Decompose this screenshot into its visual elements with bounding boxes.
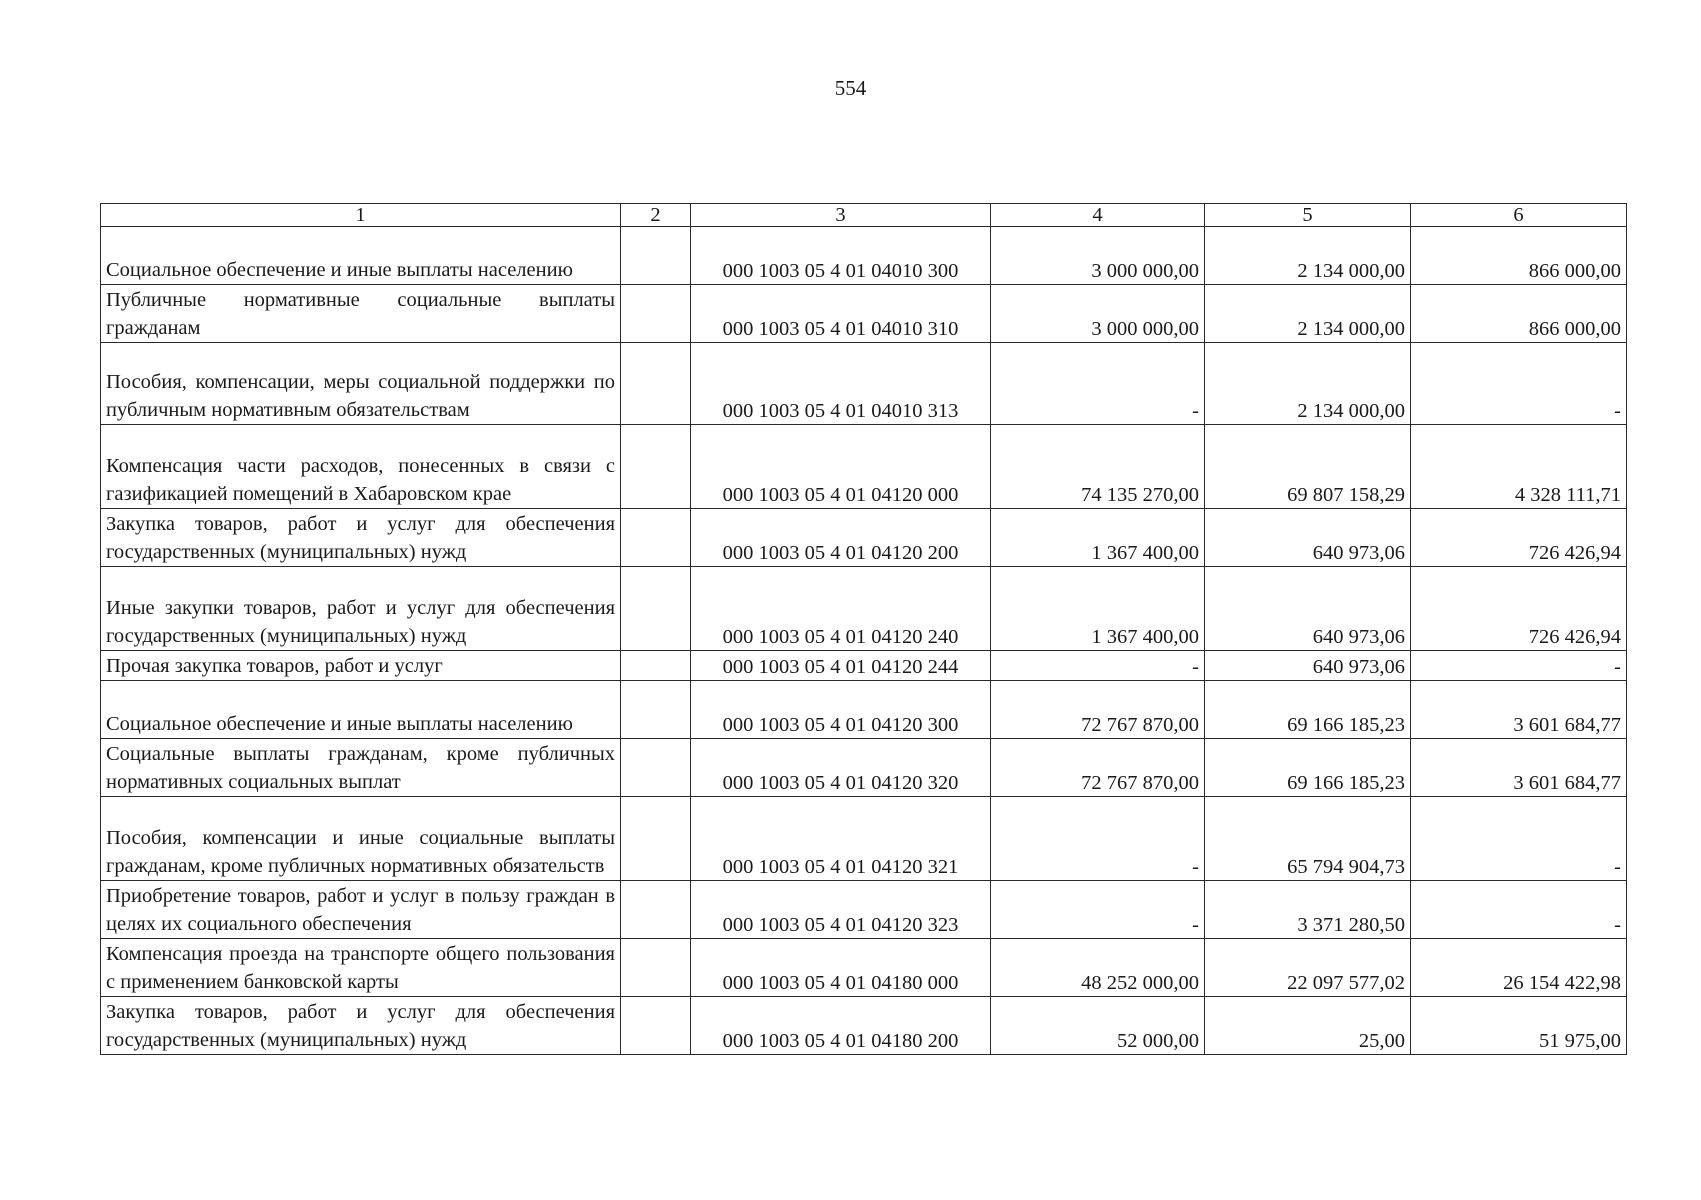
row-name: Закупка товаров, работ и услуг для обеспечения государственных (муниципальных) нужд: [101, 997, 621, 1055]
col-header-4: 4: [991, 204, 1205, 227]
row-value-6: 726 426,94: [1411, 567, 1627, 651]
table-row: [101, 509, 1627, 567]
table-row: [101, 285, 1627, 343]
row-col2: [621, 997, 691, 1055]
row-value-4: 72 767 870,00: [991, 739, 1205, 797]
row-value-4: 1 367 400,00: [991, 509, 1205, 567]
row-value-4: 52 000,00: [991, 997, 1205, 1055]
row-code: 000 1003 05 4 01 04180 000: [691, 939, 991, 997]
row-value-5: 69 166 185,23: [1205, 681, 1411, 739]
row-code: 000 1003 05 4 01 04120 240: [691, 567, 991, 651]
row-name: Публичные нормативные социальные выплаты гражданам: [101, 285, 621, 343]
row-col2: [621, 797, 691, 881]
table-row: [101, 567, 1627, 651]
row-col2: [621, 881, 691, 939]
row-value-6: -: [1411, 797, 1627, 881]
row-value-4: 3 000 000,00: [991, 227, 1205, 285]
row-value-5: 22 097 577,02: [1205, 939, 1411, 997]
row-value-4: 48 252 000,00: [991, 939, 1205, 997]
row-name: Пособия, компенсации, меры социальной поддержки по публичным нормативным обязательствам: [101, 343, 621, 425]
table-row: [101, 881, 1627, 939]
page-number: 554: [834, 76, 867, 100]
row-col2: [621, 651, 691, 681]
row-value-6: 51 975,00: [1411, 997, 1627, 1055]
row-value-4: -: [991, 881, 1205, 939]
row-value-6: 26 154 422,98: [1411, 939, 1627, 997]
row-value-5: 69 807 158,29: [1205, 425, 1411, 509]
row-code: 000 1003 05 4 01 04120 244: [691, 651, 991, 681]
row-value-4: 3 000 000,00: [991, 285, 1205, 343]
row-value-4: -: [991, 343, 1205, 425]
col-header-6: 6: [1411, 204, 1627, 227]
col-header-5: 5: [1205, 204, 1411, 227]
row-value-6: 4 328 111,71: [1411, 425, 1627, 509]
column-number-row: [101, 204, 1627, 227]
table-row: [101, 425, 1627, 509]
row-value-6: 726 426,94: [1411, 509, 1627, 567]
row-name: Компенсация части расходов, понесенных в связи с газификацией помещений в Хабаровском крае: [101, 425, 621, 509]
row-value-5: 65 794 904,73: [1205, 797, 1411, 881]
row-code: 000 1003 05 4 01 04120 300: [691, 681, 991, 739]
table-row: [101, 797, 1627, 881]
row-code: 000 1003 05 4 01 04120 323: [691, 881, 991, 939]
row-col2: [621, 425, 691, 509]
row-code: 000 1003 05 4 01 04120 320: [691, 739, 991, 797]
row-name: Социальные выплаты гражданам, кроме публичных нормативных социальных выплат: [101, 739, 621, 797]
row-code: 000 1003 05 4 01 04120 000: [691, 425, 991, 509]
row-code: 000 1003 05 4 01 04120 321: [691, 797, 991, 881]
row-value-4: 72 767 870,00: [991, 681, 1205, 739]
table-row: [101, 997, 1627, 1055]
row-name: Иные закупки товаров, работ и услуг для обеспечения государственных (муниципальных) нужд: [101, 567, 621, 651]
row-name: Закупка товаров, работ и услуг для обеспечения государственных (муниципальных) нужд: [101, 509, 621, 567]
row-value-5: 2 134 000,00: [1205, 285, 1411, 343]
row-name: Пособия, компенсации и иные социальные выплаты гражданам, кроме публичных нормативных обязательств: [101, 797, 621, 881]
row-col2: [621, 285, 691, 343]
row-col2: [621, 681, 691, 739]
col-header-2: 2: [621, 204, 691, 227]
row-value-5: 640 973,06: [1205, 509, 1411, 567]
row-col2: [621, 509, 691, 567]
row-value-5: 2 134 000,00: [1205, 343, 1411, 425]
table-row: [101, 739, 1627, 797]
row-value-4: 1 367 400,00: [991, 567, 1205, 651]
row-name: Приобретение товаров, работ и услуг в пользу граждан в целях их социального обеспечения: [101, 881, 621, 939]
row-value-6: 866 000,00: [1411, 285, 1627, 343]
row-value-5: 25,00: [1205, 997, 1411, 1055]
row-value-5: 2 134 000,00: [1205, 227, 1411, 285]
row-col2: [621, 939, 691, 997]
row-name: Прочая закупка товаров, работ и услуг: [101, 651, 621, 681]
row-col2: [621, 567, 691, 651]
row-code: 000 1003 05 4 01 04010 313: [691, 343, 991, 425]
table-row: [101, 227, 1627, 285]
row-name: Социальное обеспечение и иные выплаты населению: [101, 681, 621, 739]
col-header-1: 1: [101, 204, 621, 227]
row-name: Социальное обеспечение и иные выплаты населению: [101, 227, 621, 285]
table-row: [101, 651, 1627, 681]
row-value-4: -: [991, 797, 1205, 881]
row-value-6: -: [1411, 343, 1627, 425]
table-row: [101, 681, 1627, 739]
row-col2: [621, 343, 691, 425]
row-value-6: -: [1411, 651, 1627, 681]
row-value-6: 3 601 684,77: [1411, 739, 1627, 797]
col-header-3: 3: [691, 204, 991, 227]
table-row: [101, 939, 1627, 997]
row-value-4: 74 135 270,00: [991, 425, 1205, 509]
row-code: 000 1003 05 4 01 04180 200: [691, 997, 991, 1055]
row-col2: [621, 739, 691, 797]
table-row: [101, 343, 1627, 425]
row-value-6: 3 601 684,77: [1411, 681, 1627, 739]
row-value-5: 69 166 185,23: [1205, 739, 1411, 797]
row-value-4: -: [991, 651, 1205, 681]
row-code: 000 1003 05 4 01 04010 310: [691, 285, 991, 343]
row-code: 000 1003 05 4 01 04120 200: [691, 509, 991, 567]
row-value-6: 866 000,00: [1411, 227, 1627, 285]
row-code: 000 1003 05 4 01 04010 300: [691, 227, 991, 285]
row-col2: [621, 227, 691, 285]
row-value-6: -: [1411, 881, 1627, 939]
row-value-5: 3 371 280,50: [1205, 881, 1411, 939]
row-value-5: 640 973,06: [1205, 651, 1411, 681]
row-value-5: 640 973,06: [1205, 567, 1411, 651]
budget-table: [100, 203, 1627, 1055]
row-name: Компенсация проезда на транспорте общего пользования с применением банковской карты: [101, 939, 621, 997]
